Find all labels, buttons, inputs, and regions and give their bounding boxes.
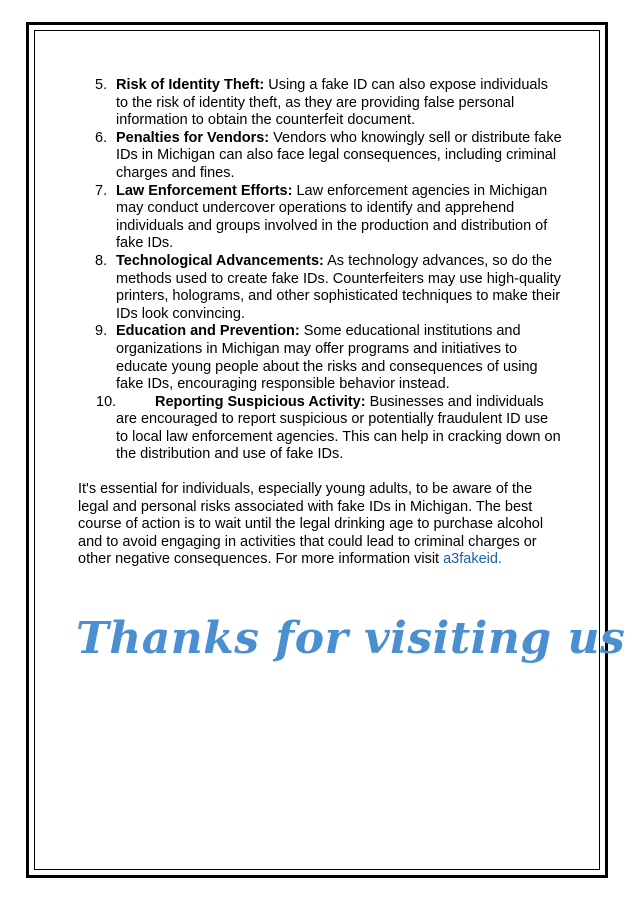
- list-item: [78, 77, 564, 130]
- list-number: 6.: [95, 129, 108, 146]
- list-item-title: Law Enforcement Efforts:: [116, 182, 293, 199]
- list-item: [78, 394, 564, 464]
- list-item: [78, 253, 564, 323]
- list-item-text: Vendors who knowingly sell or distribute fake IDs in Michigan can also face legal consequences, including criminal charges and fines.: [116, 129, 562, 181]
- list-item-title: Reporting Suspicious Activity:: [155, 393, 366, 410]
- document-content: [78, 77, 564, 569]
- list-number: 7.: [95, 182, 108, 199]
- list-item-text: Some educational institutions and organizations in Michigan may offer programs and initiatives to educate young people about the risks and consequences of using fake IDs, encouraging responsible behavior instead.: [116, 323, 538, 393]
- list-item: [78, 323, 564, 393]
- list-item-title: Risk of Identity Theft:: [116, 77, 265, 93]
- thanks-heading: Thanks for visiting us: [76, 613, 626, 664]
- list-number: 10.: [96, 393, 117, 410]
- list-item-title: Technological Advancements:: [116, 252, 324, 269]
- list-item-text: Law enforcement agencies in Michigan may conduct undercover operations to identify and apprehend individuals and groups involved in the production and distribution of fake IDs.: [116, 182, 548, 252]
- list-number: 5.: [95, 77, 108, 93]
- list-item-title: Penalties for Vendors:: [116, 129, 270, 146]
- list-item-text: Businesses and individuals are encouraged to report suspicious or potentially fraudulent ID use to local law enforcement agencies. This can help in cracking down on the distribution and use of fake IDs.: [116, 393, 561, 463]
- list-item-title: Education and Prevention:: [116, 323, 300, 340]
- list-item-text: As technology advances, so do the methods used to create fake IDs. Counterfeiters may use high-quality printers, holograms, and other sophisticated techniques to make their IDs look convincing.: [116, 252, 561, 322]
- risk-list: [78, 77, 564, 464]
- list-item: [78, 130, 564, 183]
- list-item-text: Using a fake ID can also expose individuals to the risk of identity theft, as they are providing false personal information to obtain the counterfeit document.: [116, 77, 548, 129]
- summary-paragraph: [78, 481, 564, 569]
- list-item: [78, 183, 564, 253]
- list-number: 8.: [95, 252, 108, 269]
- list-number: 9.: [95, 323, 108, 340]
- a3fakeid-link[interactable]: a3fakeid.: [443, 551, 502, 568]
- summary-text: It's essential for individuals, especially young adults, to be aware of the legal and personal risks associated with fake IDs in Michigan. The best course of action is to wait until the legal drinking age to purchase alcohol and to avoid engaging in activities that could lead to criminal charges or other negative consequences. For more information visit: [78, 481, 544, 568]
